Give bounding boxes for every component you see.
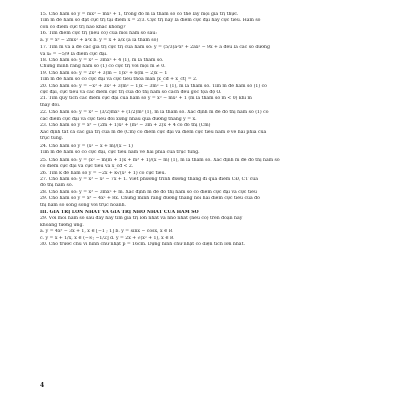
text-line: 29. Với mỗi hàm số sau đây hãy tìm giá trị lớn nhất và nhỏ nhất (nếu có) trên đoạn hay [40, 216, 243, 222]
text-line: và x₀ = −5/9 là điểm cực đại. [40, 51, 108, 57]
text-line: Tìm m để hàm số đạt cực trị tại điểm x = 2/3. Cực trị này là điểm cực đại hay cực tiểu. Hàm số [40, 18, 261, 24]
text-line: 21. Tìm quỹ tích các điểm cực đại của hàm số y = x³ − mx² + 1 (m là tham số m < 0) khi m [40, 96, 252, 102]
text-line: các điểm cực đại và cực tiểu đối xứng nhau qua đường thẳng y = x. [40, 116, 197, 122]
text-line: 22. Cho hàm số: y = x³ − (3/2)mx² + (1/2)m³ (1), m là tham số. Xác định m để đồ thị hàm số (1) có [40, 110, 269, 116]
page-content [40, 12, 358, 248]
text-line: 16. Tìm điểm cực trị (nếu có) của mỗi hàm số sau: [40, 31, 157, 37]
text-line: Xác định tất cả các giá trị của m để (Cm) có điểm cực đại và điểm cực tiểu nằm ở về hai phía của [40, 129, 267, 135]
text-line: đồ thị hàm số. [40, 183, 74, 189]
text-line: 23. Cho hàm số y = x³ − (2m + 1)x² + (m² − 3m + 2)x + 4 có đồ thị (Cm) [40, 123, 211, 129]
text-line: 25. Cho hàm số: y = (x² − m(m + 1)x + m³ + 1)/(x − m) (1), m là tham số. Xác định m để đồ thị hàm số [40, 157, 280, 163]
text-line: a. y = 4x³ − 3x + 1, x ∈ [−1 ; 1] b. y = sinx − cosx, x ∈ R [40, 229, 173, 235]
text-line: 29. Cho hàm số y = x³ − 4x² + 8x. Chứng minh rằng đường thẳng nối hai điểm cực tiểu của đồ [40, 196, 260, 202]
text-line: a. y = x³ − 2mx² + a²x b. y = x + a/x (a là tham số) [40, 37, 159, 43]
text-line: cực đại, cực tiểu và các điểm cực trị của đồ thị hàm số cách đều gốc tọa độ O. [40, 90, 222, 96]
text-line: 17. Tìm m và a để các giá trị cực trị của hàm số: y = (5/3)a²x³ + 2ax² − 9x + a đều là các số dương [40, 45, 270, 51]
page-number: 4 [40, 382, 45, 389]
text-line: 15. Cho hàm số y = mx³ − mx² + 1, trong đó m là tham số có thể lấy mọi giá trị thực. [40, 12, 239, 17]
text-line: 30. Cho trước chu vi hình chữ nhật p = 16cm. Dựng hình chữ nhật có diện tích lớn nhất. [40, 241, 245, 247]
text-line: 18. Cho hàm số: y = x³ − 3mx² + 4 (1), m là tham số. [40, 58, 164, 64]
text-line: 26. Tìm k để hàm số y = −2x + k√(x² + 1) có cực tiểu. [40, 170, 167, 176]
text-line: 28. Cho hàm số: y = x³ − 3mx² + m. Xác định m để đồ thị hàm số có điểm cực đại và cực tiểu [40, 189, 257, 195]
text-line: Tìm m để hàm số có cực đại, cực tiểu nằm về hai phía của trục tung. [40, 150, 200, 156]
text-line: c. y = x + 1/x, x ∈ (−∞; −1/2] d. y = 2x + √(x² + 1), x ∈ R [40, 235, 174, 241]
section-heading: III. GIÁ TRỊ LỚN NHẤT VÀ GIÁ TRỊ NHỎ NHẤT CỦA HÀM SỐ [40, 209, 199, 215]
text-line: 20. Cho hàm số: y = −x³ + 3x² + 3(m² − 1)x − 3m² − 1 (1), m là tham số. Tìm m để hàm số (1) có [40, 83, 267, 89]
text-line: còn có điểm cực trị nào khác không? [40, 24, 126, 30]
text-line: khoảng tương ứng. [40, 222, 84, 228]
text-line: Chứng minh rằng hàm số (1) có cực trị với mọi m ≠ 0. [40, 64, 166, 70]
text-line: 27. Cho hàm số: y = x³ − x² − 7x + 1. Viết phương trình đường thẳng đi qua điểm CĐ, CT của [40, 176, 258, 182]
text-line: thay đổi. [40, 102, 61, 108]
text-line: trục tung. [40, 136, 64, 142]
text-line: 19. Cho hàm số: y = 2x³ + 3(m − 1)x² + 6(m − 2)x − 1 [40, 70, 168, 76]
text-line: Tìm m để hàm số có cực đại và cực tiểu thỏa mãn |x_cđ + x_ct| = 2. [40, 77, 198, 83]
text-line: thị hàm số song song với trục hoành. [40, 202, 127, 208]
text-line: có điểm cực đại và cực tiểu và x_cđ < 2. [40, 164, 134, 170]
text-line: 24. Cho hàm số y = (x² − x + m)/(x − 1) [40, 143, 133, 149]
